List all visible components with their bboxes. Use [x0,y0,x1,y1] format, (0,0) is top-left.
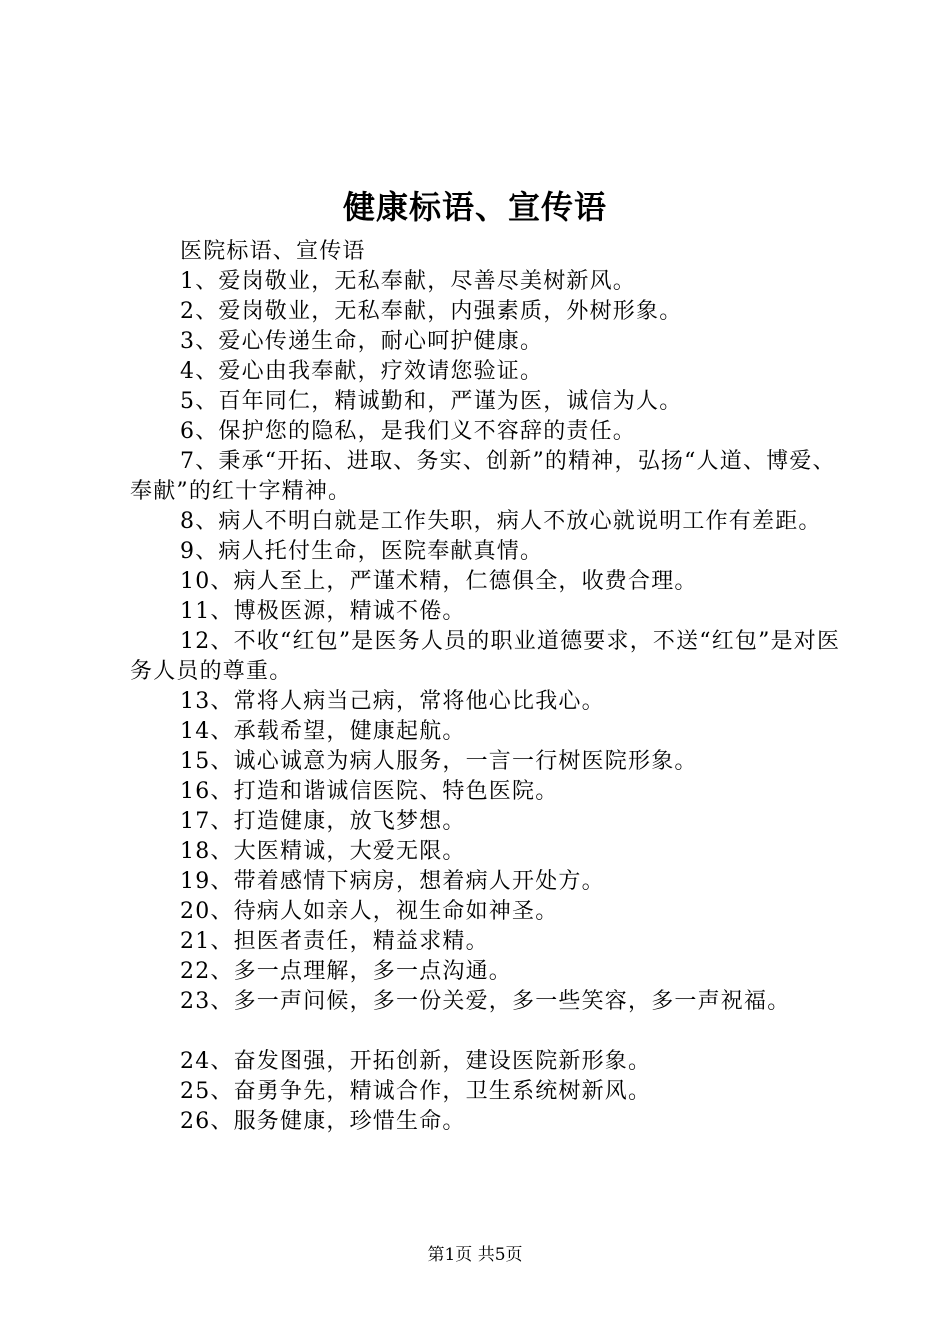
slogan-item: 21、担医者责任，精益求精。 [180,929,489,954]
slogan-item: 17、打造健康，放飞梦想。 [180,809,466,834]
slogan-item: 2、爱岗敬业，无私奉献，内强素质，外树形象。 [180,299,683,324]
slogan-item: 4、爱心由我奉献，疗效请您验证。 [180,359,544,384]
slogan-item: 20、待病人如亲人，视生命如神圣。 [180,899,559,924]
slogan-item: 18、大医精诚，大爱无限。 [180,839,466,864]
slogan-item: 3、爱心传递生命，耐心呵护健康。 [180,329,544,354]
slogan-item: 8、病人不明白就是工作失职，病人不放心就说明工作有差距。 [180,509,822,534]
page-number-footer: 第1页 共5页 [427,1245,523,1265]
slogan-item: 12、不收“红包”是医务人员的职业道德要求，不送“红包”是对医务人员的尊重。 [130,629,841,684]
slogan-item: 5、百年同仁，精诚勤和，严谨为医，诚信为人。 [180,389,683,414]
slogan-item: 19、带着感情下病房，想着病人开处方。 [180,869,605,894]
slogan-item: 10、病人至上，严谨术精，仁德俱全，收费合理。 [180,569,698,594]
slogan-item: 24、奋发图强，开拓创新，建设医院新形象。 [180,1049,652,1074]
slogan-item: 1、爱岗敬业，无私奉献，尽善尽美树新风。 [180,269,636,294]
slogan-item: 23、多一声问候，多一份关爱，多一些笑容，多一声祝福。 [180,989,791,1014]
document-title: 健康标语、宣传语 [342,188,607,226]
slogan-item: 7、秉承“开拓、进取、务实、创新”的精神，弘扬“人道、博爱、奉献”的红十字精神。 [130,449,836,504]
slogan-item: 15、诚心诚意为病人服务，一言一行树医院形象。 [180,749,698,774]
slogan-item: 13、常将人病当己病，常将他心比我心。 [180,689,605,714]
section-subtitle: 医院标语、宣传语 [180,239,366,264]
slogan-item: 6、保护您的隐私，是我们义不容辞的责任。 [180,419,636,444]
document-body [130,237,855,1137]
slogan-item: 9、病人托付生命，医院奉献真情。 [180,539,544,564]
slogan-item: 14、承载希望，健康起航。 [180,719,466,744]
slogan-item: 25、奋勇争先，精诚合作，卫生系统树新风。 [180,1079,652,1104]
slogan-item: 22、多一点理解，多一点沟通。 [180,959,512,984]
slogan-item: 11、博极医源，精诚不倦。 [180,599,466,624]
slogan-item: 16、打造和谐诚信医院、特色医院。 [180,779,559,804]
slogan-item: 26、服务健康，珍惜生命。 [180,1109,466,1134]
